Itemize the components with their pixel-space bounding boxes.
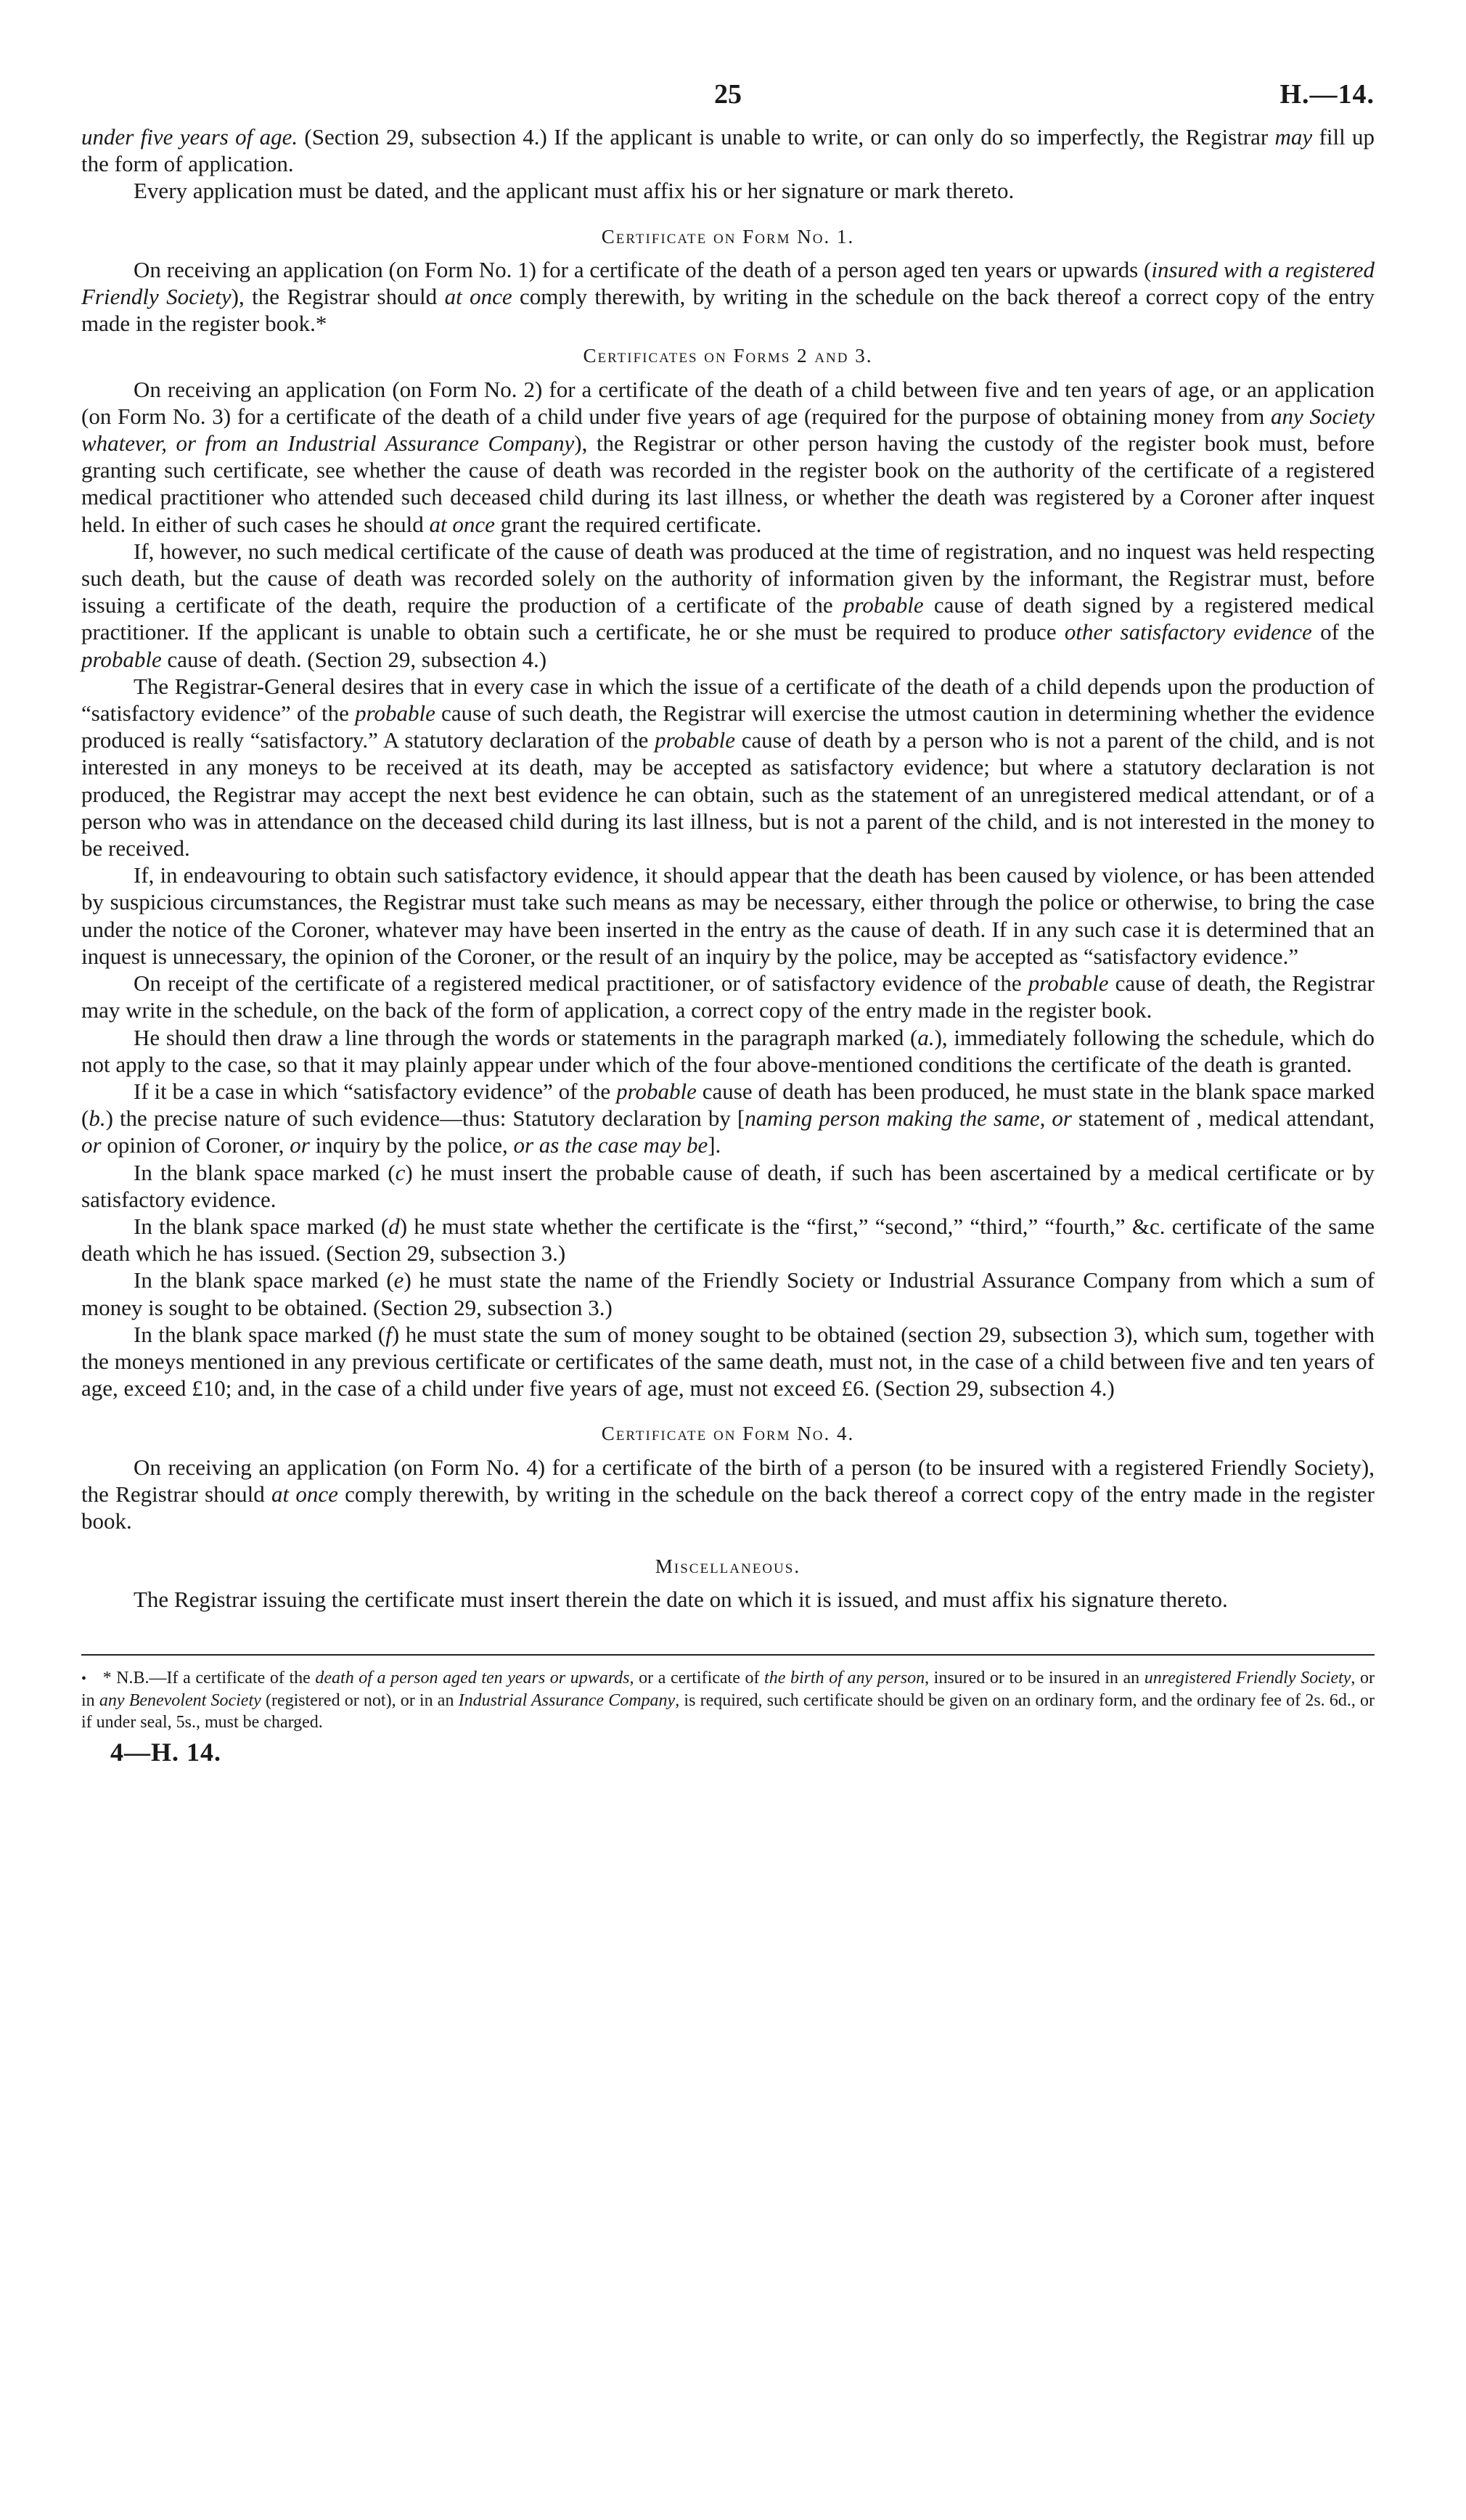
text-run: comply therewith, by writing in the schedule on the back thereof a correct copy of the entry made in the register book.: [81, 1481, 1375, 1534]
body-paragraph: [81, 1454, 1375, 1535]
footnote-divider: [81, 1654, 1375, 1656]
text-run: , insured or to be insured in an: [925, 1668, 1144, 1688]
intro-paragraph: [81, 123, 1375, 177]
body-paragraph: [81, 538, 1375, 673]
italic-text: probable: [355, 700, 435, 727]
text-run: (registered or not), or in an: [261, 1691, 459, 1711]
text-run: On receiving an application (on Form No. 4) for a certificate of the birth of a person (to be insured with a registered Friendly Society), the Registrar should: [81, 1454, 1375, 1507]
text-run: He should then draw a line through the words or statements in the paragraph marked (: [134, 1024, 918, 1050]
page-number: 25: [714, 79, 742, 110]
text-run: On receipt of the certificate of a registered medical practitioner, or of satisfactory evidence of the: [134, 970, 1028, 997]
document-page: [81, 81, 1375, 2476]
text-run: In the blank space marked (: [134, 1213, 389, 1239]
body-paragraph: [81, 1159, 1375, 1213]
section-body: [81, 376, 1375, 1402]
text-run: cause of death, the Registrar may write in the schedule, on the back of the form of application, a correct copy of the entry made in the register book.: [81, 970, 1375, 1023]
italic-text: or: [81, 1132, 102, 1158]
body-paragraph: [81, 1024, 1375, 1078]
italic-text: a.: [917, 1024, 935, 1050]
body-paragraph: [81, 1078, 1375, 1159]
text-run: grant the required certificate.: [494, 511, 762, 537]
italic-text: probable: [616, 1078, 697, 1104]
text-run: , is required, such certificate should be given on an ordinary form, and the ordinary fee of 2s. 6d., or if under seal, 5s., must be charged.: [81, 1691, 1375, 1732]
body-paragraph: [81, 862, 1375, 970]
italic-text: Industrial Assurance Company: [458, 1691, 676, 1711]
text-run: Every application must be dated, and the applicant must affix his or her signature or mark thereto.: [134, 178, 1015, 204]
text-run: ].: [708, 1132, 721, 1158]
italic-text: or: [290, 1132, 310, 1158]
intro-paragraph: [81, 177, 1375, 204]
text-run: If it be a case in which “satisfactory evidence” of the: [134, 1078, 617, 1104]
italic-text: at once: [271, 1481, 338, 1507]
body-paragraph: [81, 256, 1375, 338]
body-paragraph: [81, 1213, 1375, 1267]
text-run: ), the Registrar or other person having the custody of the register book must, before granting such certificate, see whether the cause of death was recorded in the register book on the authority of the certificate of a registered medical practitioner who attended such deceased child during its last illness, or whether the death was registered by a Coroner after inquest held. In either of such cases he should: [81, 430, 1375, 537]
section-heading: Certificates on Forms 2 and 3.: [583, 345, 873, 367]
italic-text: at once: [429, 511, 495, 537]
italic-text: at once: [444, 284, 512, 310]
text-run: fill up the form of application.: [81, 124, 1375, 177]
text-run: The Registrar issuing the certificate must insert therein the date on which it is issued, and must affix his signature thereto.: [134, 1587, 1228, 1613]
text-run: On receiving an application (on Form No. 2) for a certificate of the death of a child between five and ten years of age, or an application (on Form No. 3) for a certificate of the death of a child under five years of age (required for the purpose of obtaining money from: [81, 376, 1375, 429]
page-header: [81, 81, 1375, 123]
section-heading: Certificate on Form No. 1.: [601, 225, 855, 248]
text-run: , or in: [81, 1668, 1375, 1711]
text-run: In the blank space marked (: [134, 1267, 394, 1293]
footnote-text: [81, 1669, 1375, 1732]
italic-text: the birth of any person: [764, 1668, 925, 1688]
italic-text: may: [1274, 124, 1313, 150]
text-run: ) he must insert the probable cause of death, if such has been ascertained by a medical certificate or by satisfactory evidence.: [81, 1159, 1375, 1212]
text-run: cause of death signed by a registered medical practitioner. If the applicant is unable to obtain such a certificate, he or she must be required to produce: [81, 592, 1375, 645]
footnote-marker: •: [81, 1671, 87, 1688]
italic-text: any Benevolent Society: [99, 1691, 261, 1711]
italic-text: probable: [655, 727, 735, 753]
italic-text: c: [395, 1159, 406, 1185]
text-run: On receiving an application (on Form No. 1) for a certificate of the death of a person aged ten years or upwards (: [134, 256, 1152, 282]
section-heading: Miscellaneous.: [655, 1555, 801, 1578]
text-run: cause of death. (Section 29, subsection 4.): [161, 646, 547, 672]
italic-text: b.: [89, 1105, 106, 1132]
text-run: (Section 29, subsection 4.) If the applicant is unable to write, or can only do so imperfectly, the Registrar: [298, 124, 1275, 150]
body-paragraph: [81, 1321, 1375, 1402]
text-run: , or a certificate of: [629, 1668, 765, 1688]
text-run: If, however, no such medical certificate of the cause of death was produced at the time of registration, and no inquest was held respecting such death, but the cause of death was recorded solely on the authority of information given by the informant, the Registrar must, before issuing a certificate of the death, require the production of a certificate of the: [81, 538, 1375, 618]
italic-text: d: [388, 1213, 400, 1239]
text-run: inquiry by the police,: [309, 1132, 514, 1158]
text-run: cause of death by a person who is not a parent of the child, and is not interested in any moneys to be received at its death, may be accepted as satisfactory evidence; but where a statutory declaration is not produced, the Registrar may accept the next best evidence he can obtain, such as the statement of an unregistered medical attendant, or of a person who was in attendance on the deceased child during its last illness, but is not a parent of the child, and is not interested in the money to be received.: [81, 727, 1375, 862]
body-paragraph: [81, 970, 1375, 1023]
document-reference: H.—14.: [1279, 79, 1375, 110]
italic-text: unregistered Friendly Society: [1144, 1668, 1351, 1688]
body-paragraph: [81, 1586, 1375, 1613]
italic-text: death of a person aged ten years or upwards: [315, 1668, 630, 1688]
text-run: ) he must state the sum of money sought to be obtained (section 29, subsection 3), which sum, together with the moneys mentioned in any previous certificate or certificates of the same death, must not, in the case of a child between five and ten years of age, exceed £10; and, in the case of a child under five years of age, must not exceed £6. (Section 29, subsection 4.): [81, 1321, 1375, 1402]
text-run: In the blank space marked (: [134, 1159, 396, 1185]
body-paragraph: [81, 376, 1375, 538]
italic-text: naming person making the same, or: [745, 1105, 1072, 1132]
italic-text: any Society whatever, or from an Industrial Assurance Company: [81, 403, 1375, 457]
body-paragraph: [81, 1267, 1375, 1320]
footnote: [81, 1667, 1375, 1733]
italic-text: probable: [81, 646, 162, 672]
text-run: comply therewith, by writing in the schedule on the back thereof a correct copy of the entry made in the register book.*: [81, 284, 1375, 337]
section-heading: Certificate on Form No. 4.: [601, 1423, 855, 1445]
text-run: The Registrar-General desires that in every case in which the issue of a certificate of the death of a child depends upon the production of “satisfactory evidence” of the: [81, 673, 1375, 727]
italic-text: probable: [843, 592, 924, 618]
text-run: In the blank space marked (: [134, 1321, 386, 1347]
italic-text: insured with a registered Friendly Society: [81, 256, 1375, 310]
text-run: ), the Registrar should: [231, 284, 445, 310]
body-paragraph: [81, 673, 1375, 862]
text-run: If, in endeavouring to obtain such satisfactory evidence, it should appear that the death has been caused by violence, or has been attended by suspicious circumstances, the Registrar must take such means as may be necessary, either through the police or otherwise, to bring the case under the notice of the Coroner, whatever may have been inserted in the entry as the cause of death. If in any such case it is determined that an inquest is unnecessary, the opinion of the Coroner, or the result of an inquiry by the police, may be accepted as “satisfactory evidence.”: [81, 862, 1375, 969]
signature-reference: 4—H. 14.: [110, 1738, 222, 1767]
text-run: of the: [1311, 619, 1375, 645]
italic-text: other satisfactory evidence: [1064, 619, 1312, 645]
text-run: ), immediately following the schedule, which do not apply to the case, so that it may plainly appear under which of the four above-mentioned conditions the certificate of the death is granted.: [81, 1024, 1375, 1077]
text-run: ) he must state the name of the Friendly Society or Industrial Assurance Company from which a sum of money is sought to be obtained. (Section 29, subsection 3.): [81, 1267, 1375, 1320]
text-run: ) the precise nature of such evidence—thus: Statutory declaration by [: [105, 1105, 745, 1132]
italic-text: f: [385, 1321, 392, 1347]
text-run: opinion of Coroner,: [101, 1132, 290, 1158]
text-run: statement of , medical attendant,: [1071, 1105, 1375, 1132]
text-run: * N.B.—If a certificate of the: [102, 1668, 316, 1688]
text-run: cause of death has been produced, he must state in the blank space marked (: [81, 1078, 1375, 1132]
italic-text: under five years of age.: [81, 124, 298, 150]
italic-text: or as the case may be: [513, 1132, 708, 1158]
italic-text: e: [393, 1267, 404, 1293]
italic-text: probable: [1028, 970, 1109, 997]
text-run: ) he must state whether the certificate is the “first,” “second,” “third,” “fourth,” &c. certificate of the same death which he has issued. (Section 29, subsection 3.): [81, 1213, 1375, 1267]
text-run: cause of such death, the Registrar will exercise the utmost caution in determining whether the evidence produced is really “satisfactory.” A statutory declaration of the: [81, 700, 1375, 753]
